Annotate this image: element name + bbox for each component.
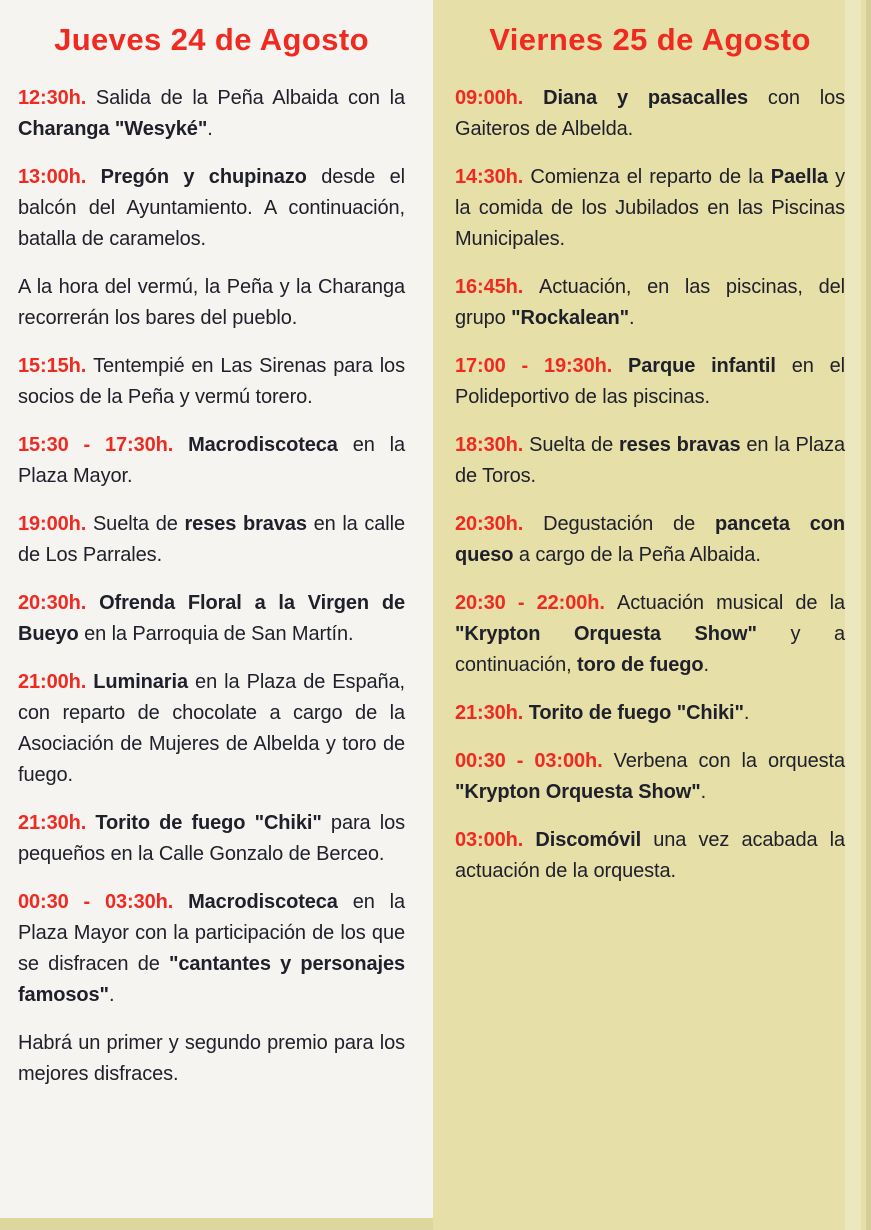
day-column-friday [433, 0, 871, 1230]
entries-friday [455, 83, 845, 887]
event-text: en la Plaza Mayor. [18, 434, 406, 487]
event-entry [18, 808, 405, 870]
event-entry [455, 825, 845, 887]
event-text: Torito de fuego "Chiki" [528, 702, 744, 724]
event-entry [18, 667, 405, 791]
event-time: 13:00h. [18, 166, 101, 188]
event-text: panceta con queso [455, 513, 845, 566]
event-text: en la calle de Los Parrales. [18, 513, 406, 566]
event-text: con los Gaiteros de Albelda. [455, 87, 846, 140]
event-time: 20:30h. [18, 592, 100, 614]
event-text: . [703, 654, 709, 676]
event-entry [18, 430, 405, 492]
event-text: "cantantes y personajes famosos" [18, 953, 405, 1006]
day-title-friday: Viernes 25 de Agosto [489, 22, 811, 57]
event-text: Salida de la Peña Albaida con la [95, 87, 405, 109]
event-entry [455, 272, 845, 334]
event-time: 00:30 - 03:00h. [455, 750, 614, 772]
event-time: 20:30h. [455, 513, 544, 535]
event-entry [455, 698, 845, 729]
scan-edge-bottom [0, 1218, 433, 1230]
event-text: . [108, 984, 115, 1006]
event-text: Charanga "Wesyké" [18, 118, 208, 140]
event-text: Verbena con la orquesta [613, 750, 845, 772]
event-time: 12:30h. [18, 87, 96, 109]
event-text: en la Plaza Mayor con la participación de los que se disfracen de [18, 891, 406, 975]
event-entry [455, 430, 845, 492]
event-time: 14:30h. [455, 166, 531, 188]
day-title-thursday: Jueves 24 de Agosto [54, 22, 369, 57]
event-text: en la Plaza de España, con reparto de chocolate a cargo de la Asociación de Mujeres de Albelda y toro de fuego. [18, 671, 405, 786]
event-text: Comienza el reparto de la [530, 166, 771, 188]
event-text: Actuación, en las piscinas, del grupo [455, 276, 845, 329]
event-text: Habrá un primer y segundo premio para los mejores disfraces. [18, 1032, 405, 1085]
event-text: . [629, 307, 635, 329]
event-text: para los pequeños en la Calle Gonzalo de Berceo. [18, 812, 406, 865]
event-time: 00:30 - 03:30h. [18, 891, 189, 913]
event-time: 16:45h. [455, 276, 539, 298]
event-text: a cargo de la Peña Albaida. [513, 544, 761, 566]
event-text: . [700, 781, 707, 803]
event-text: toro de fuego [577, 654, 704, 676]
day-column-thursday [0, 0, 433, 1218]
event-text: "Rockalean" [511, 307, 630, 329]
event-text: reses bravas [184, 513, 307, 535]
event-text: Actuación musical de la [617, 592, 845, 614]
event-text: desde el balcón del Ayuntamiento. A continuación, batalla de caramelos. [18, 166, 405, 250]
event-entry [18, 887, 405, 1011]
event-entry [18, 588, 405, 650]
event-entry [455, 509, 845, 571]
event-text: Ofrenda Floral a la Virgen de Bueyo [18, 592, 405, 645]
event-entry [18, 162, 405, 255]
event-text: una vez acabada la actuación de la orquesta. [455, 829, 846, 882]
event-text: Discomóvil [535, 829, 642, 851]
event-time: 19:00h. [18, 513, 93, 535]
event-text: "Krypton Orquesta Show" [455, 781, 701, 803]
event-time: 17:00 - 19:30h. [455, 355, 629, 377]
event-text: Paella [770, 166, 828, 188]
event-text: Luminaria [93, 671, 188, 693]
event-time: 21:30h. [18, 812, 96, 834]
event-entry [18, 1028, 405, 1090]
event-entry [18, 83, 405, 145]
event-text: "Krypton Orquesta Show" [455, 623, 757, 645]
event-text: y a continuación, [455, 623, 846, 676]
event-text: Torito de fuego "Chiki" [95, 812, 322, 834]
event-text: Parque infantil [628, 355, 776, 377]
event-text: en la Plaza de Toros. [455, 434, 846, 487]
event-text: en el Polideportivo de las piscinas. [455, 355, 845, 408]
event-time: 21:00h. [18, 671, 94, 693]
event-entry [455, 83, 845, 145]
event-entry [455, 351, 845, 413]
event-time: 20:30 - 22:00h. [455, 592, 617, 614]
event-text: Pregón y chupinazo [100, 166, 307, 188]
event-text: Tentempié en Las Sirenas para los socios de la Peña y vermú torero. [18, 355, 405, 408]
event-text: reses bravas [618, 434, 741, 456]
event-entry [455, 746, 845, 808]
event-text: . [207, 118, 213, 140]
event-entry [455, 162, 845, 255]
event-time: 09:00h. [455, 87, 544, 109]
event-time: 15:30 - 17:30h. [18, 434, 189, 456]
event-text: en la Parroquia de San Martín. [78, 623, 354, 645]
event-entry [18, 272, 405, 334]
event-entry [18, 509, 405, 571]
event-time: 15:15h. [18, 355, 94, 377]
event-time: 03:00h. [455, 829, 536, 851]
event-text: Macrodiscoteca [188, 434, 338, 456]
event-text: A la hora del vermú, la Peña y la Charanga recorrerán los bares del pueblo. [18, 276, 405, 329]
event-time: 18:30h. [455, 434, 530, 456]
event-entry [18, 351, 405, 413]
event-entry [455, 588, 845, 681]
event-text: . [743, 702, 750, 724]
event-text: y la comida de los Jubilados en las Piscinas Municipales. [455, 166, 845, 250]
event-text: Diana y pasacalles [543, 87, 749, 109]
event-text: Macrodiscoteca [188, 891, 338, 913]
event-text: Degustación de [543, 513, 715, 535]
event-text: Suelta de [529, 434, 619, 456]
entries-thursday [18, 83, 405, 1090]
event-text: Suelta de [92, 513, 185, 535]
event-time: 21:30h. [455, 702, 529, 724]
